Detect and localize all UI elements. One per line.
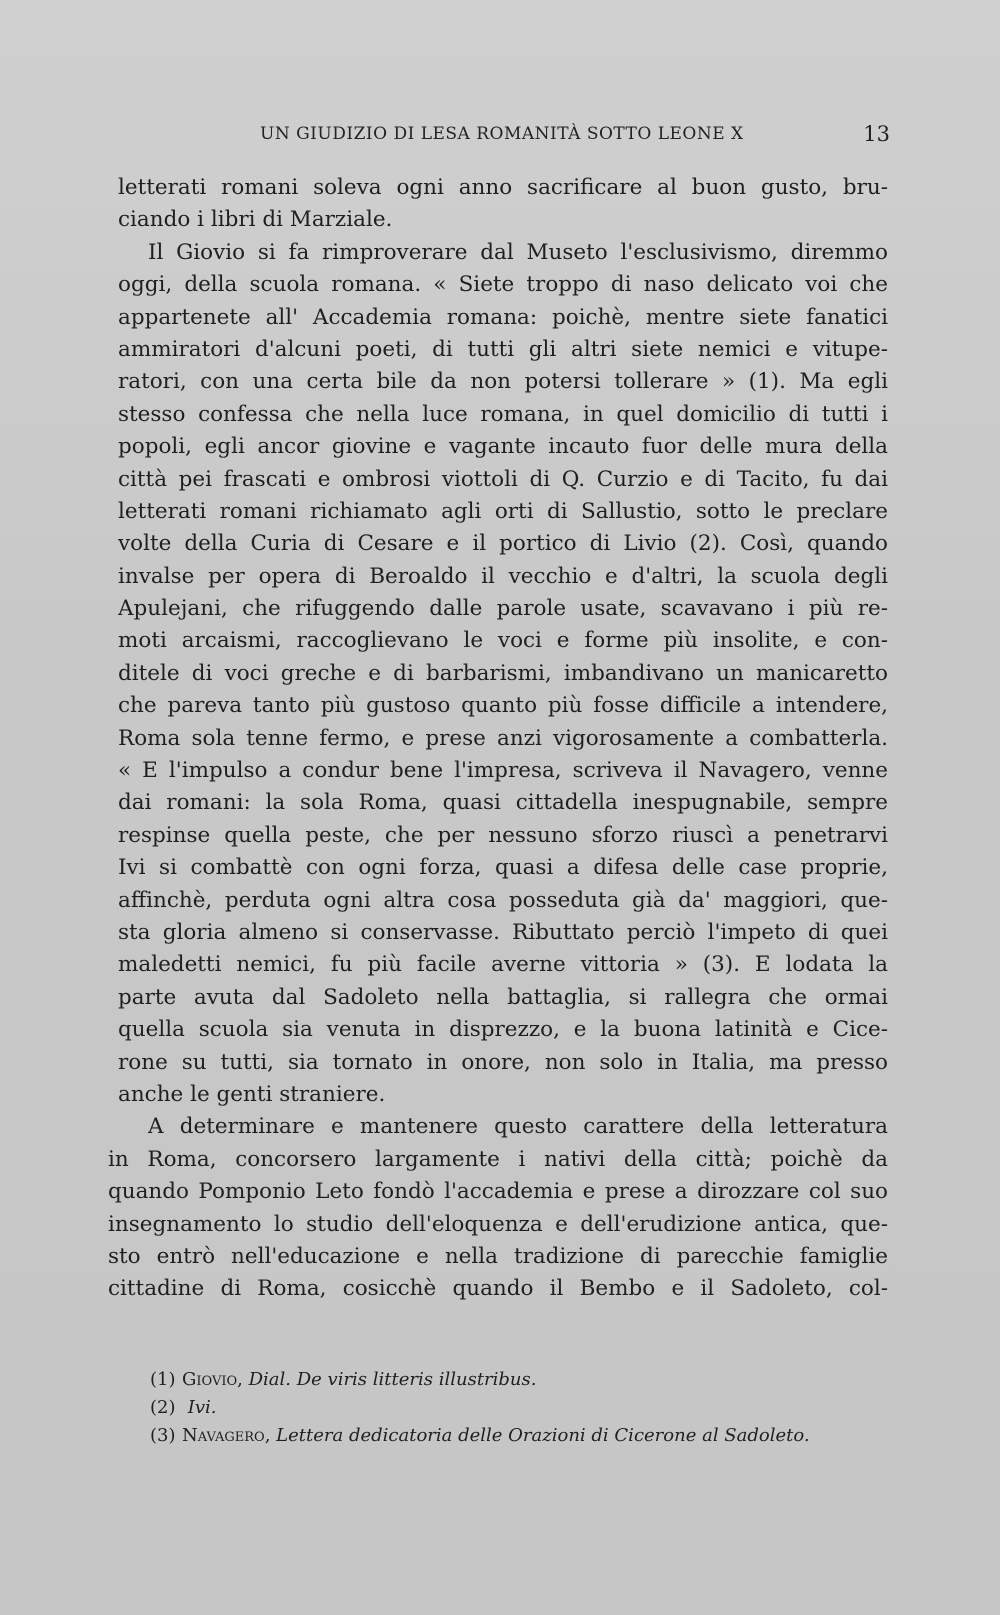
text-line: letterati romani soleva ogni anno sacrificare al buon gusto, bru- — [118, 175, 888, 200]
text-line: letterati romani richiamato agli orti di Sallustio, sotto le preclare — [118, 498, 888, 524]
text-line: Il Giovio si fa rimproverare dal Museto l'esclusivismo, diremmo — [148, 239, 888, 265]
text-line: sta gloria almeno si conservasse. Ributtato perciò l'impeto di quei — [118, 919, 888, 945]
page-number: 13 — [863, 122, 890, 146]
footnote — [150, 1366, 880, 1394]
text-line: insegnamento lo studio dell'eloquenza e dell'erudizione antica, que- — [108, 1211, 888, 1237]
text-line: dai romani: la sola Roma, quasi cittadella inespugnabile, sempre — [118, 790, 888, 816]
text-line: stesso confessa che nella luce romana, in quel domicilio di tutti i — [118, 401, 888, 427]
footnote-title: Lettera dedicatoria delle Orazioni di Cicerone al Sadoleto. — [276, 1425, 810, 1446]
running-title: UN GIUDIZIO DI LESA ROMANITÀ SOTTO LEONE X — [260, 124, 744, 144]
text-line: Ivi si combattè con ogni forza, quasi a difesa delle case proprie, — [118, 855, 888, 881]
running-head — [120, 124, 890, 154]
footnote-title: Dial. De viris litteris illustribus. — [248, 1369, 537, 1390]
footnote — [150, 1394, 880, 1422]
text-line: ditele di voci greche e di barbarismi, imbandivano un manicaretto — [118, 660, 888, 686]
text-line: ratori, con una certa bile da non potersi tollerare » (1). Ma egli — [118, 369, 888, 395]
text-line: in Roma, concorsero largamente i nativi della città; poichè da — [108, 1146, 888, 1172]
text-line: parte avuta dal Sadoleto nella battaglia, si rallegra che ormai — [118, 984, 888, 1010]
footnote-number: (2) — [150, 1397, 176, 1418]
text-line: che pareva tanto più gustoso quanto più fosse difficile a intendere, — [118, 693, 888, 719]
text-line: quando Pomponio Leto fondò l'accademia e prese a dirozzare col suo — [108, 1179, 888, 1205]
footnote-number: (3) — [150, 1425, 176, 1446]
body-text — [108, 172, 888, 1306]
text-line: invalse per opera di Beroaldo il vecchio e d'altri, la scuola degli — [118, 563, 888, 589]
text-line: città pei frascati e ombrosi viottoli di Q. Curzio e di Tacito, fu dai — [118, 466, 888, 492]
footnote-author: Navagero, — [182, 1425, 271, 1446]
footnotes — [150, 1366, 880, 1450]
text-line: « E l'impulso a condur bene l'impresa, scriveva il Navagero, venne — [118, 758, 888, 784]
text-line: affinchè, perduta ogni altra cosa posseduta già da' maggiori, que- — [118, 887, 888, 913]
text-line: moti arcaismi, raccoglievano le voci e forme più insolite, e con- — [118, 628, 888, 654]
text-line: oggi, della scuola romana. « Siete troppo di naso delicato voi che — [118, 272, 888, 298]
text-line: volte della Curia di Cesare e il portico di Livio (2). Così, quando — [118, 531, 888, 557]
footnote — [150, 1422, 880, 1450]
text-line: anche le genti straniere. — [118, 1081, 386, 1107]
text-line: maledetti nemici, fu più facile averne vittoria » (3). E lodata la — [118, 952, 888, 978]
text-line: ciando i libri di Marziale. — [118, 207, 393, 233]
text-line: appartenete all' Accademia romana: poichè, mentre siete fanatici — [118, 304, 888, 330]
footnote-number: (1) — [150, 1369, 176, 1390]
footnote-title: Ivi. — [187, 1397, 217, 1418]
text-line: quella scuola sia venuta in disprezzo, e la buona latinità e Cice- — [118, 1017, 888, 1043]
text-line: Apulejani, che rifuggendo dalle parole usate, scavavano i più re- — [118, 596, 888, 622]
text-line: Roma sola tenne fermo, e prese anzi vigorosamente a combatterla. — [118, 725, 888, 751]
text-line: rone su tutti, sia tornato in onore, non solo in Italia, ma presso — [118, 1049, 888, 1075]
text-line: popoli, egli ancor giovine e vagante incauto fuor delle mura della — [118, 434, 888, 460]
text-line: ammiratori d'alcuni poeti, di tutti gli altri siete nemici e vitupe- — [118, 336, 888, 362]
text-line: respinse quella peste, che per nessuno sforzo riuscì a penetrarvi — [118, 822, 888, 848]
text-line: sto entrò nell'educazione e nella tradizione di parecchie famiglie — [108, 1243, 888, 1269]
text-line: A determinare e mantenere questo carattere della letteratura — [148, 1114, 888, 1140]
text-line: cittadine di Roma, cosicchè quando il Bembo e il Sadoleto, col- — [108, 1276, 888, 1302]
footnote-author: Giovio, — [182, 1369, 243, 1390]
